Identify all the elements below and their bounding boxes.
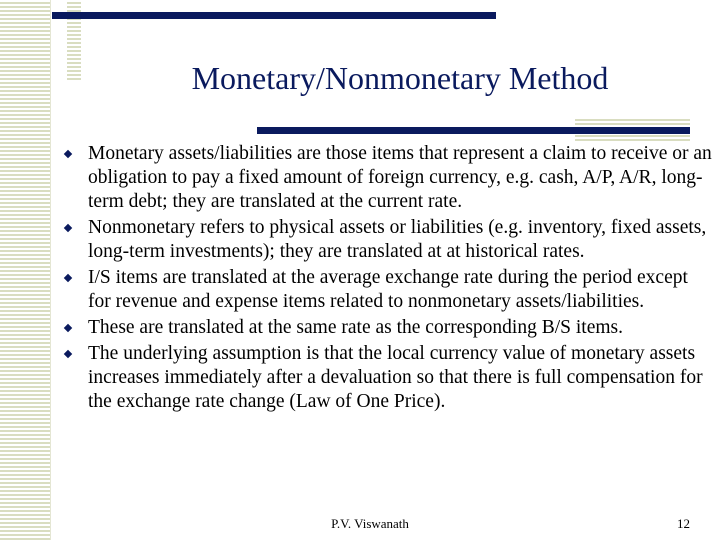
stripe-divider: [50, 0, 51, 540]
bullet-text: The underlying assumption is that the local currency value of monetary assets increases immediately after a devaluation so that there is full compensation for the exchange rate change (Law of One Price).: [88, 343, 703, 412]
bullet-item: [65, 142, 715, 214]
bullet-text: These are translated at the same rate as the corresponding B/S items.: [88, 317, 623, 338]
bullet-item: [65, 316, 715, 340]
decorative-bar-under-title: [257, 127, 690, 134]
diamond-bullet-icon: [64, 274, 72, 282]
bullet-item: [65, 266, 715, 314]
diamond-bullet-icon: [64, 324, 72, 332]
footer-author: P.V. Viswanath: [331, 516, 409, 531]
diamond-bullet-icon: [64, 150, 72, 158]
bullet-text: I/S items are translated at the average exchange rate during the period except for revenue and expense items related to nonmonetary assets/liabilities.: [88, 267, 688, 312]
slide-title: Monetary/Nonmonetary Method: [191, 60, 609, 96]
bullet-list: [65, 142, 715, 416]
page-number: 12: [677, 516, 690, 531]
decorative-bar-top: [52, 12, 496, 19]
bullet-item: [65, 216, 715, 264]
bullet-text: Nonmonetary refers to physical assets or liabilities (e.g. inventory, fixed assets, long-term investments); they are translated at at historical rates.: [88, 217, 707, 262]
decorative-stripes-left: [0, 0, 50, 540]
bullet-text: Monetary assets/liabilities are those items that represent a claim to receive or an obligation to pay a fixed amount of foreign currency, e.g. cash, A/P, A/R, long-term debt; they are translated at the current rate.: [88, 143, 712, 212]
bullet-item: [65, 342, 715, 414]
diamond-bullet-icon: [64, 224, 72, 232]
diamond-bullet-icon: [64, 350, 72, 358]
